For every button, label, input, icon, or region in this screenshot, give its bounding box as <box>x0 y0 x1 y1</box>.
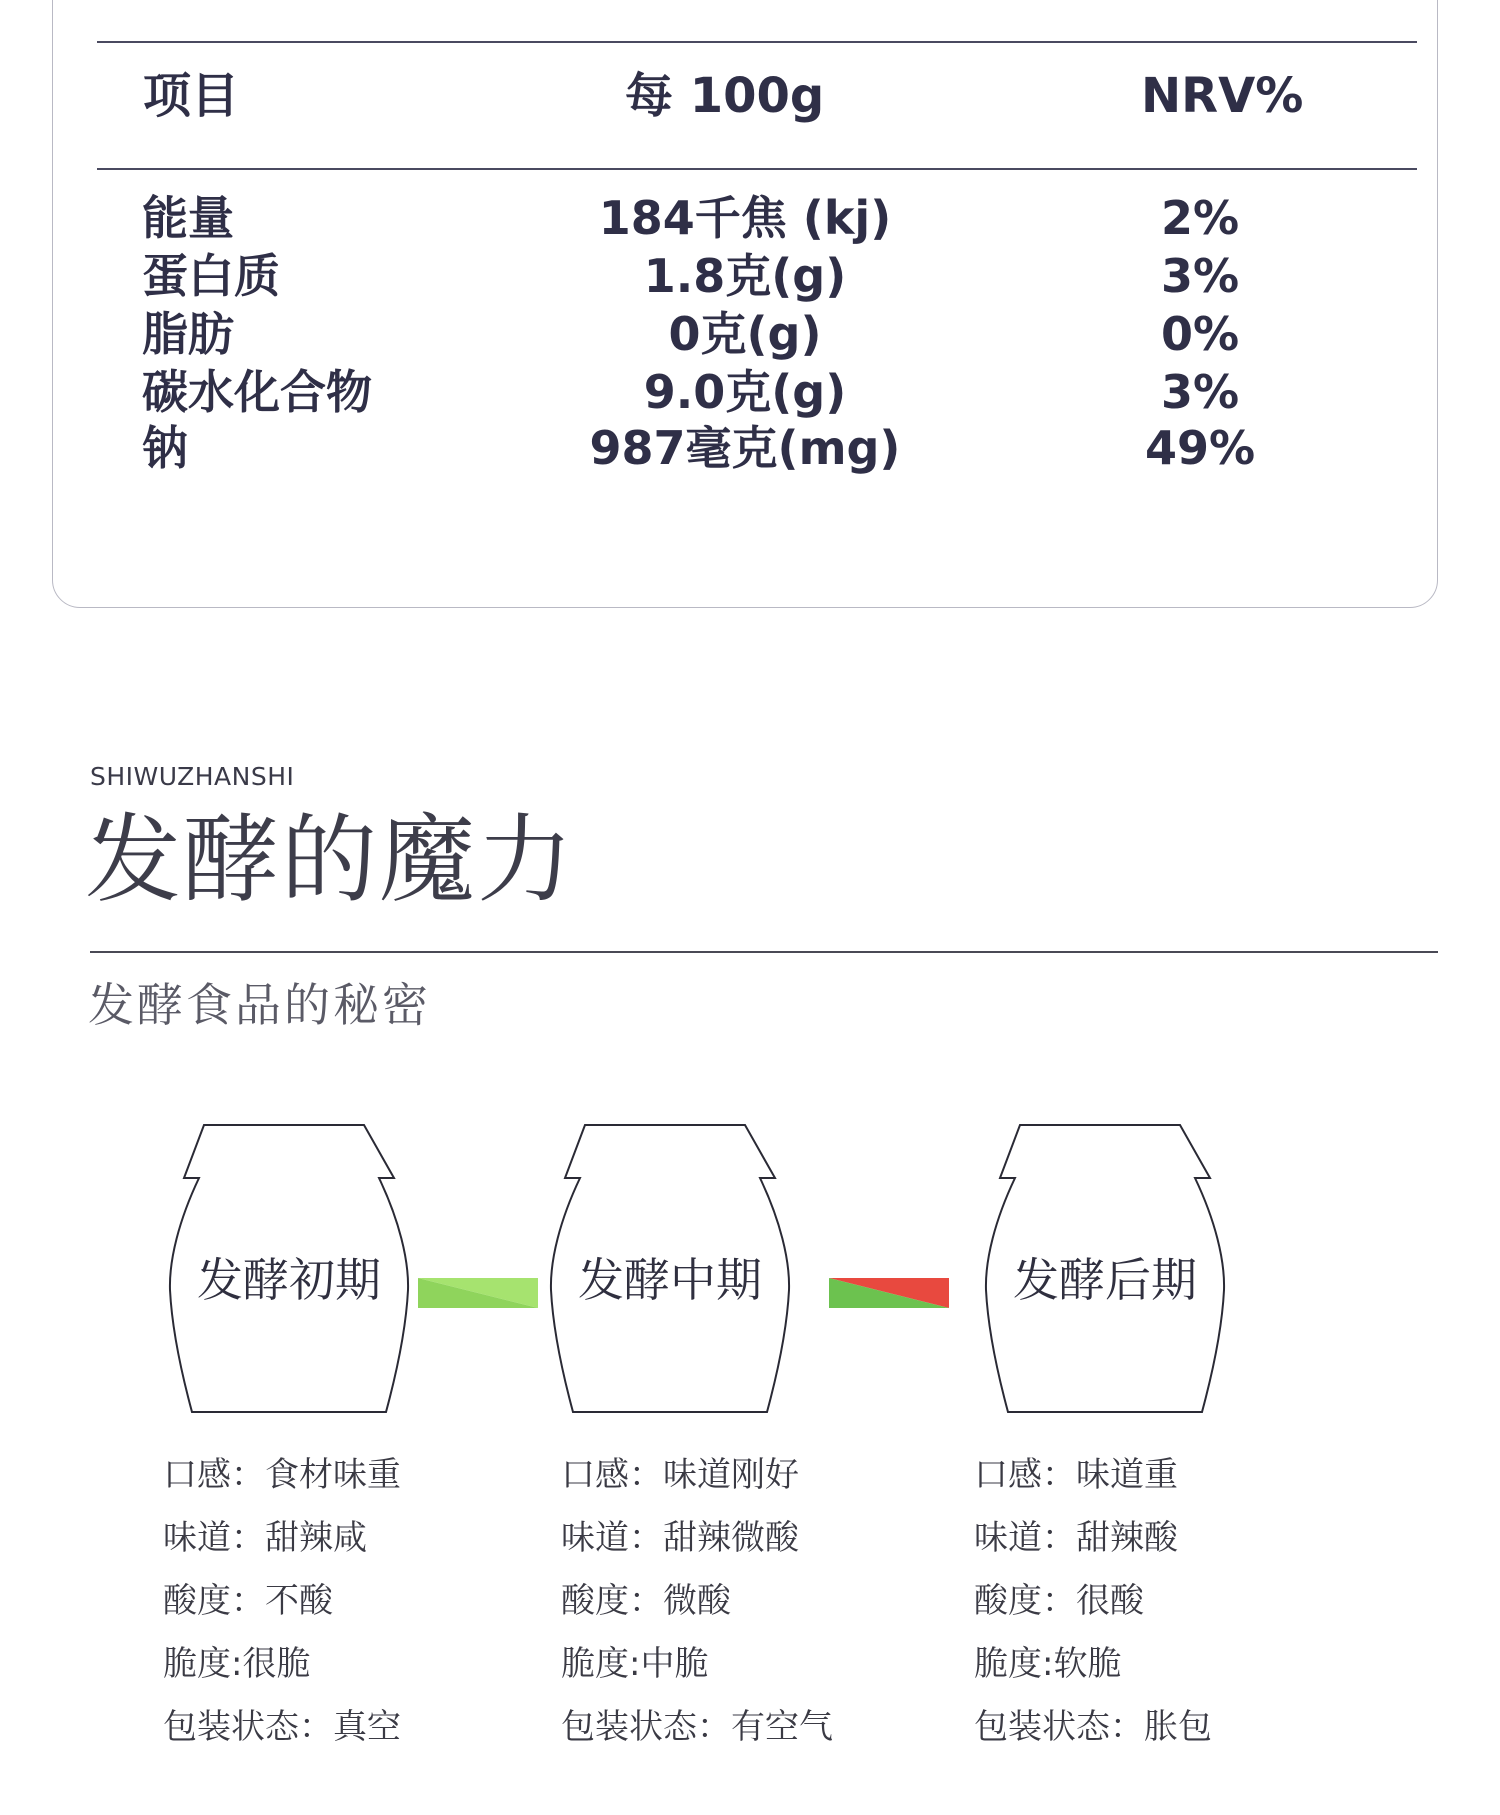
nutrition-nrv: 0% <box>1160 307 1240 361</box>
section-divider <box>90 951 1438 953</box>
stage-label: 发酵后期 <box>1013 1253 1197 1307</box>
nutrition-top-divider <box>97 41 1417 43</box>
nutrition-nrv: 2% <box>1160 191 1240 245</box>
nutrition-row-carbohydrate <box>0 363 1500 421</box>
nutrition-header-item: 项目 <box>143 68 240 124</box>
detail-acidity: 酸度：不酸 <box>163 1581 333 1621</box>
detail-package-state: 包装状态：有空气 <box>561 1707 833 1747</box>
detail-crispness: 脆度:很脆 <box>163 1644 311 1684</box>
nutrition-header-per-100g: 每 100g <box>625 68 825 124</box>
nutrition-name: 碳水化合物 <box>142 365 372 419</box>
stage-label: 发酵中期 <box>578 1253 762 1307</box>
section-subheading: 发酵食品的秘密 <box>88 978 431 1032</box>
detail-taste: 味道：甜辣酸 <box>974 1518 1178 1558</box>
nutrition-nrv: 3% <box>1160 249 1240 303</box>
stage-details-middle <box>561 1450 901 1765</box>
stage-jar-middle <box>545 1120 795 1420</box>
nutrition-name: 脂肪 <box>142 307 234 361</box>
section-title: 发酵的魔力 <box>85 804 575 916</box>
detail-taste: 味道：甜辣微酸 <box>561 1518 799 1558</box>
detail-taste: 味道：甜辣咸 <box>163 1518 367 1558</box>
nutrition-value: 9.0克(g) <box>643 365 847 419</box>
detail-acidity: 酸度：微酸 <box>561 1581 731 1621</box>
nutrition-name: 钠 <box>142 421 188 475</box>
nutrition-nrv: 3% <box>1160 365 1240 419</box>
nutrition-value: 0克(g) <box>668 307 822 361</box>
detail-texture: 口感：味道刚好 <box>561 1455 799 1495</box>
stage-jar-early <box>164 1120 414 1420</box>
stage-details-late <box>974 1450 1314 1765</box>
nutrition-nrv: 49% <box>1144 421 1256 475</box>
stage-details-early <box>163 1450 503 1765</box>
nutrition-row-fat <box>0 305 1500 363</box>
connector-green-bar <box>418 1278 538 1308</box>
detail-package-state: 包装状态：胀包 <box>974 1707 1212 1747</box>
nutrition-header-nrv: NRV% <box>1141 68 1304 124</box>
section-subtitle-english: SHIWUZHANSHI <box>90 762 295 791</box>
nutrition-row-energy <box>0 189 1500 247</box>
detail-crispness: 脆度:中脆 <box>561 1644 709 1684</box>
nutrition-row-protein <box>0 247 1500 305</box>
stage-label: 发酵初期 <box>197 1253 381 1307</box>
nutrition-name: 蛋白质 <box>142 249 280 303</box>
detail-texture: 口感：食材味重 <box>163 1455 401 1495</box>
nutrition-value: 1.8克(g) <box>643 249 847 303</box>
nutrition-value: 987毫克(mg) <box>589 421 901 475</box>
detail-package-state: 包装状态：真空 <box>163 1707 401 1747</box>
stage-jar-late <box>980 1120 1230 1420</box>
connector-green-red-bar <box>829 1278 949 1308</box>
detail-acidity: 酸度：很酸 <box>974 1581 1144 1621</box>
detail-crispness: 脆度:软脆 <box>974 1644 1122 1684</box>
nutrition-row-sodium <box>0 419 1500 477</box>
nutrition-header-divider <box>97 168 1417 170</box>
detail-texture: 口感：味道重 <box>974 1455 1178 1495</box>
nutrition-name: 能量 <box>142 191 234 245</box>
nutrition-value: 184千焦 (kj) <box>598 191 892 245</box>
